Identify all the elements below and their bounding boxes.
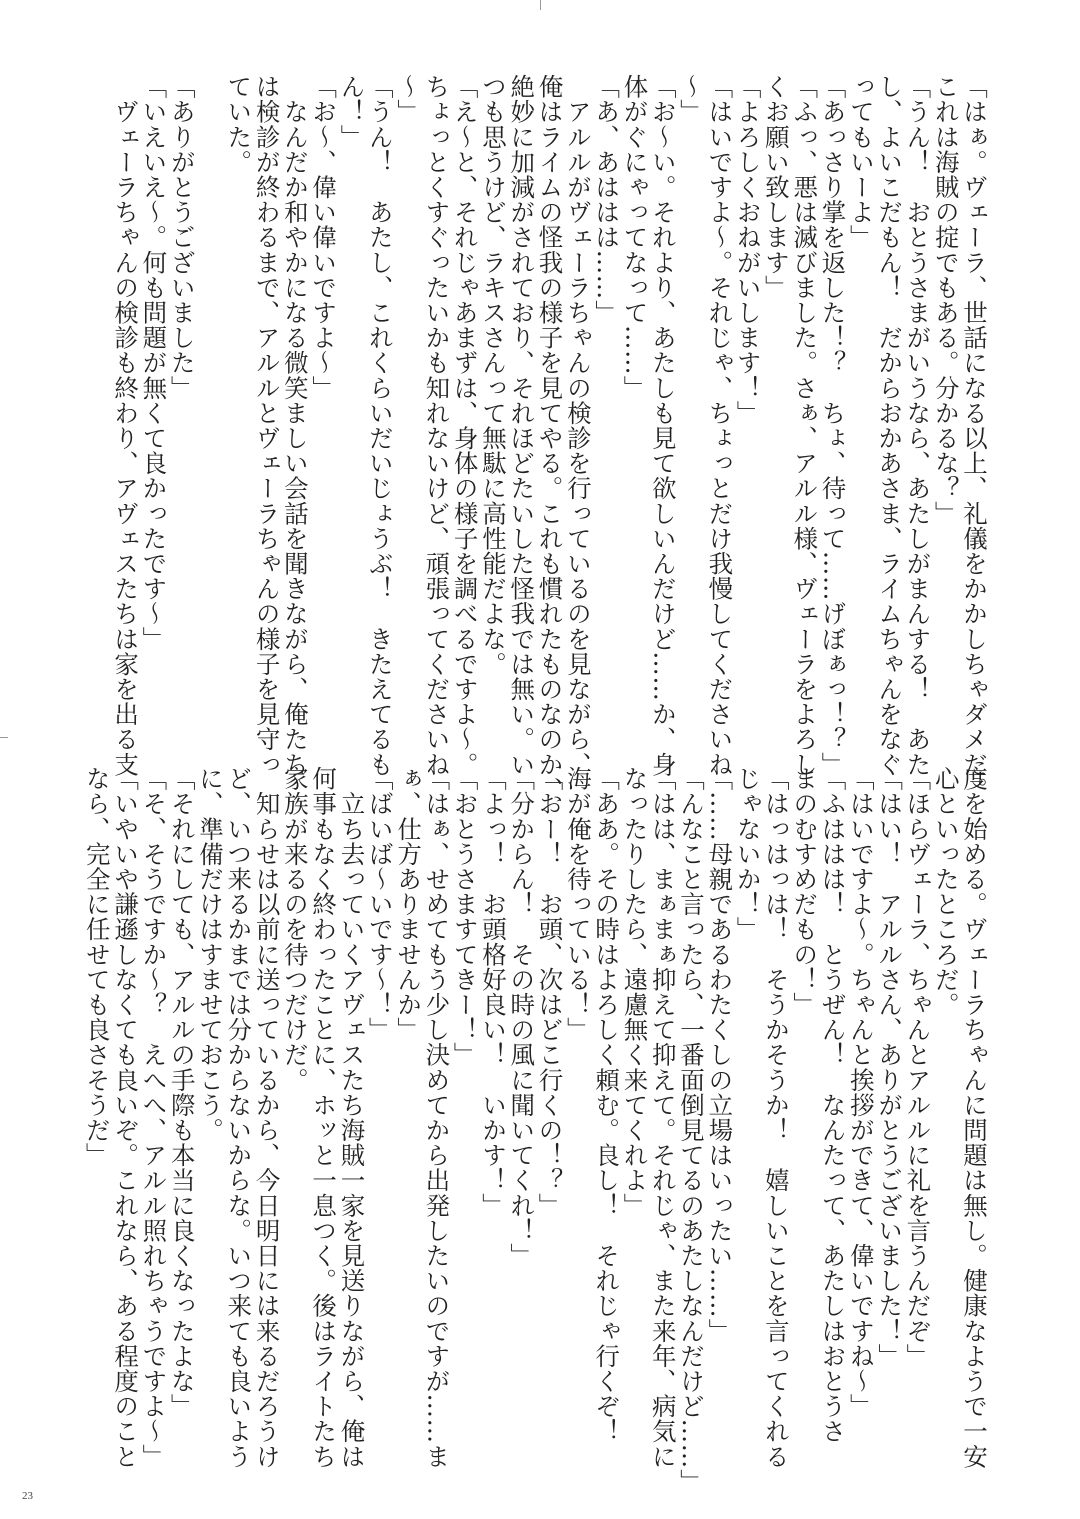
text-column: 度を始める。ヴェーラちゃんに問題は無し。健康なようで一安 [960,766,989,1469]
text-column: ～」 [677,74,707,125]
text-column: 「そ、そうですか～？ えへへ、アルル照れちゃうですよ～」 [139,766,169,1469]
text-column: 家族が来るのを待つだけだ。 [280,766,310,1093]
text-column: 「分からん！ その時の風に聞いてくれ！」 [507,766,537,1268]
text-column: 立ち去っていくアヴェスたち海賊一家を見送りながら、俺は [337,766,367,1469]
text-column: に、準備だけはすませておこう。 [195,766,225,1143]
text-column: なんだか和やかになる微笑ましい会話を聞きながら、俺たち [280,74,310,777]
text-column: 「ふははは！ とうぜん！ なんたって、あたしはおとうさ [818,766,848,1444]
text-column [196,74,224,739]
text-column: ていた。 [224,74,254,175]
text-column: 「はい！ アルルさん、ありがとうございました！」 [875,766,905,1369]
text-column: 「はいですよ～。それじゃ、ちょっとだけ我慢してくださいね [705,74,735,777]
text-column: 「いやいや謙遜しなくても良いぞ。これなら、ある程度のこと [111,766,141,1469]
text-column: 「はっはっは！ そうかそうか！ 嬉しいことを言ってくれる [761,766,791,1469]
text-column: 「うん！ あたし、これくらいだいじょうぶ！ きたえてるも [365,74,395,777]
lower-text-block [82,766,989,1494]
text-column: 「んなこと言ったら、一番面倒見てるのあたしなんだけど……」 [677,766,707,1494]
text-column: アルルがヴェーラちゃんの検診を行っているのを見ながら、 [563,74,593,777]
text-column: 「ばいば～いです～！」 [365,766,395,1043]
text-column: これは海賊の掟でもある。分かるな？」 [931,74,961,526]
text-column: 「はぁ、せめてもう少し決めてから出発したいのですが……ま [422,766,452,1469]
text-column: つも思うけど、ラキスさんって無駄に高性能だよな。 [478,74,508,677]
text-column: 「それにしても、アルルの手際も本当に良くなったよな」 [167,766,197,1419]
text-column: ヴェーラちゃんの検診も終わり、アヴェスたちは家を出る支 [111,74,141,777]
text-column: 「あ、あははは……」 [592,74,622,325]
text-column: なったりしたら、遠慮無く来てくれよ」 [620,766,650,1218]
text-column: ってもいーよ」 [846,74,876,250]
text-column: 「いえいえ～。何も問題が無くて良かったです～」 [139,74,169,652]
text-column: 「よっ！ お頭格好良い！ いかす！」 [478,766,508,1218]
text-column: ぁ、仕方ありませんか」 [394,766,424,1043]
page-number: 23 [22,1490,33,1502]
text-column: 「あっさり掌を返した！？ ちょ、待って……げぼぁっ！？」 [818,74,848,777]
text-column: 「お～、偉い偉いですよ～」 [309,74,339,401]
text-column: 「……母親であるわたくしの立場はいったい……」 [705,766,735,1344]
text-column: 「え～と、それじゃあまずは、身体の様子を調べるですよ～。 [450,74,480,777]
text-column: くお願い致します」 [761,74,791,300]
text-column: ～」 [394,74,424,125]
text-column: ん！」 [337,74,367,150]
text-column: 何事もなく終わったことに、ホッと一息つく。後はライトたち [309,766,339,1469]
text-column: し、よいこだもん！ だからおかあさま、ライムちゃんをなぐ [875,74,905,777]
text-column: 「よろしくおねがいします！」 [733,74,763,426]
text-column: ちょっとくすぐったいかも知れないけど、頑張ってくださいね [422,74,452,777]
text-column: 「おとうさますてきー！」 [450,766,480,1068]
text-column: 「ふっ、悪は滅びました。さぁ、アルル様、ヴェーラをよろし [790,74,820,777]
text-column: まのむすめだもの！」 [790,766,820,1017]
text-column: 「はは、まぁまぁ抑えて抑えて。それじゃ、また来年、病気に [648,766,678,1469]
upper-text-block [111,74,989,802]
text-column: 体がぐにゃってなって……」 [620,74,650,401]
text-column: 「はぁ。ヴェーラ、世話になる以上、礼儀をかかしちゃダメだ。 [960,74,989,802]
text-column: 海が俺を待っている！」 [563,766,593,1043]
text-column: 「ああ。その時はよろしく頼む。良し！ それじゃ行くぞ！ [592,766,622,1444]
text-column: 「ほらヴェーラ、ちゃんとアルルに礼を言うんだぞ」 [903,766,933,1369]
text-column: 「お～い。それより、あたしも見て欲しいんだけど……か、身 [648,74,678,777]
text-column: 「おー！ お頭、次はどこ行くの！？」 [535,766,565,1218]
text-column: ど、いつ来るかまでは分からないからな。いつ来ても良いよう [224,766,254,1469]
text-column: 知らせは以前に送っているから、今日明日には来るだろうけ [252,766,282,1469]
text-column: 心といったところだ。 [931,766,961,1017]
text-column: 「うん！ おとうさまがいうなら、あたしがまんする！ あた [903,74,933,777]
text-column: 「はいですよ～。ちゃんと挨拶ができて、偉いですね～」 [846,766,876,1419]
crop-mark-top [540,0,541,10]
text-column: じゃないか！」 [733,766,763,942]
text-column: 俺はライムの怪我の様子を見てやる。これも慣れたものなのか、 [535,74,565,802]
text-column: 「ありがとうございました」 [167,74,197,401]
text-column: なら、完全に任せても良さそうだ」 [82,766,112,1168]
text-column: は検診が終わるまで、アルルとヴェーラちゃんの様子を見守っ [252,74,282,777]
text-column: 絶妙に加減がされており、それほどたいした怪我では無い。い [507,74,537,777]
crop-mark-left [0,737,8,738]
